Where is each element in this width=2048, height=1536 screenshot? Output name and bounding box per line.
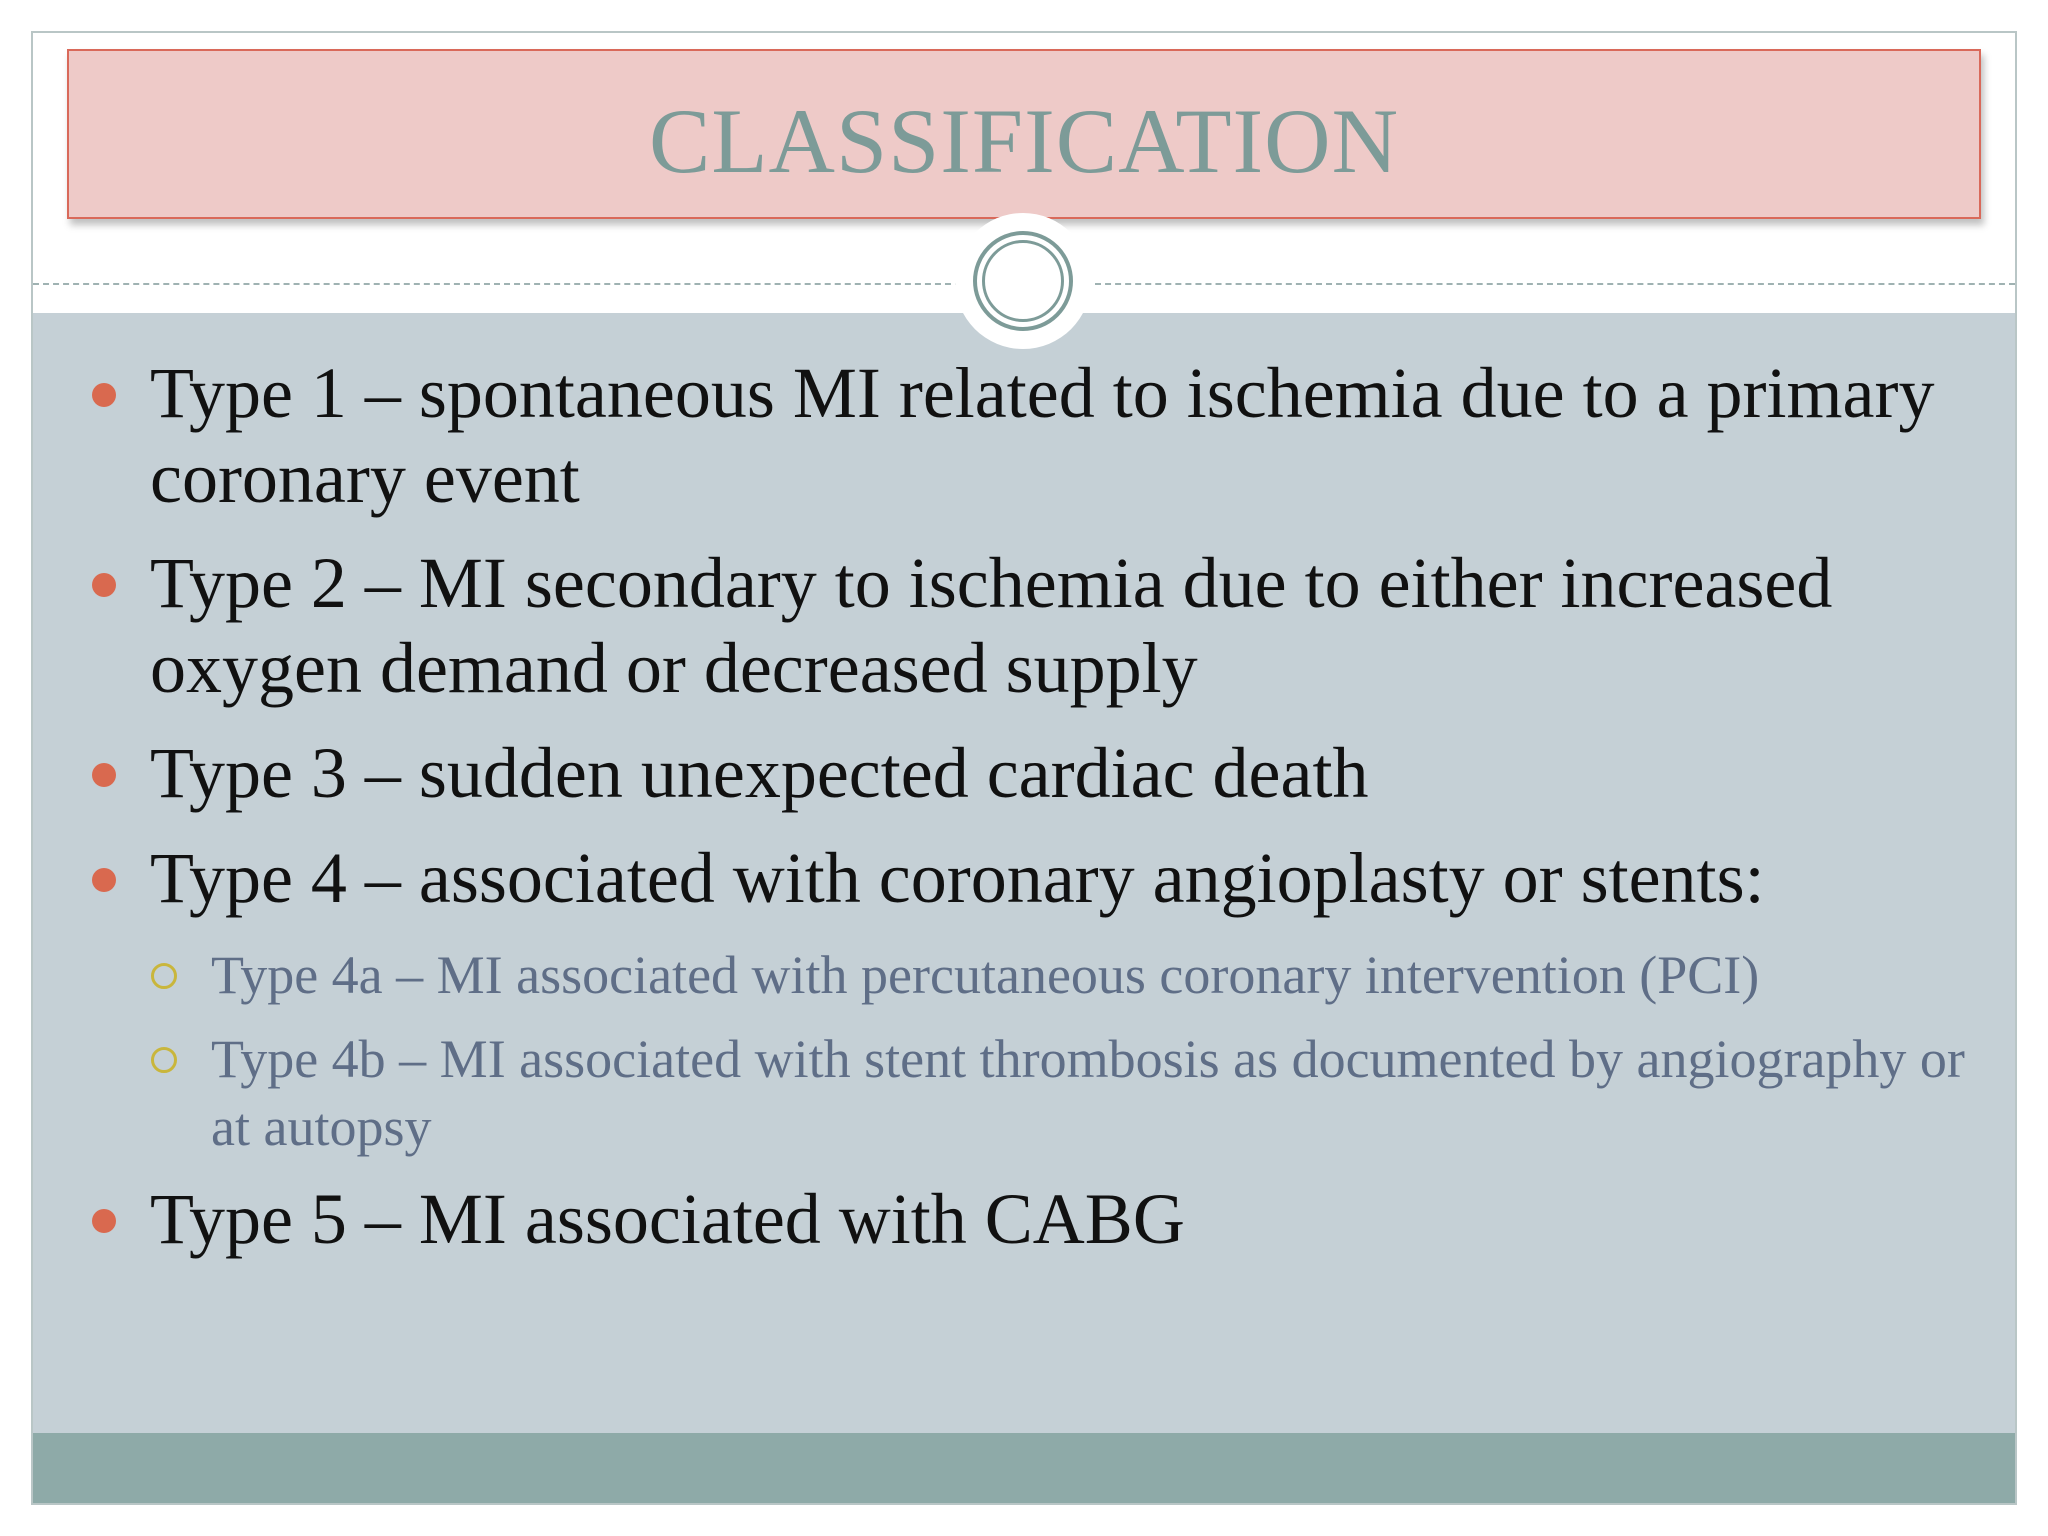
title-box bbox=[67, 49, 1981, 219]
bullet-list bbox=[33, 351, 2015, 1282]
list-item bbox=[33, 541, 2015, 711]
list-item bbox=[33, 731, 2015, 816]
bullet-dot-icon bbox=[92, 868, 116, 892]
slide bbox=[33, 33, 2015, 1503]
bullet-text: Type 2 – MI secondary to ischemia due to either increased oxygen demand or decreased supply bbox=[150, 543, 1833, 708]
bullet-text: Type 5 – MI associated with CABG bbox=[150, 1179, 1185, 1259]
list-item bbox=[33, 351, 2015, 521]
sub-list-item bbox=[33, 941, 2015, 1009]
bullet-text: Type 1 – spontaneous MI related to ischemia due to a primary coronary event bbox=[150, 353, 1935, 518]
bullet-dot-icon bbox=[92, 1209, 116, 1233]
bullet-dot-icon bbox=[92, 383, 116, 407]
divider-left bbox=[33, 283, 961, 285]
ring-bullet-icon bbox=[151, 963, 177, 989]
ring-bullet-icon bbox=[151, 1047, 177, 1073]
bullet-dot-icon bbox=[92, 573, 116, 597]
ring-inner bbox=[982, 240, 1064, 322]
footer-bar bbox=[33, 1433, 2015, 1503]
list-item bbox=[33, 1177, 2015, 1262]
divider-right bbox=[1095, 283, 2015, 285]
slide-title: CLASSIFICATION bbox=[648, 90, 1400, 192]
ring-ornament-icon bbox=[973, 231, 1073, 331]
list-item bbox=[33, 836, 2015, 921]
bullet-text: Type 4 – associated with coronary angioplasty or stents: bbox=[150, 838, 1765, 918]
bullet-dot-icon bbox=[92, 763, 116, 787]
subbullet-text: Type 4a – MI associated with percutaneous coronary intervention (PCI) bbox=[211, 945, 1760, 1005]
subbullet-text: Type 4b – MI associated with stent thrombosis as documented by angiography or at autopsy bbox=[211, 1029, 1965, 1157]
sub-list-item bbox=[33, 1025, 2015, 1161]
bullet-text: Type 3 – sudden unexpected cardiac death bbox=[150, 733, 1369, 813]
